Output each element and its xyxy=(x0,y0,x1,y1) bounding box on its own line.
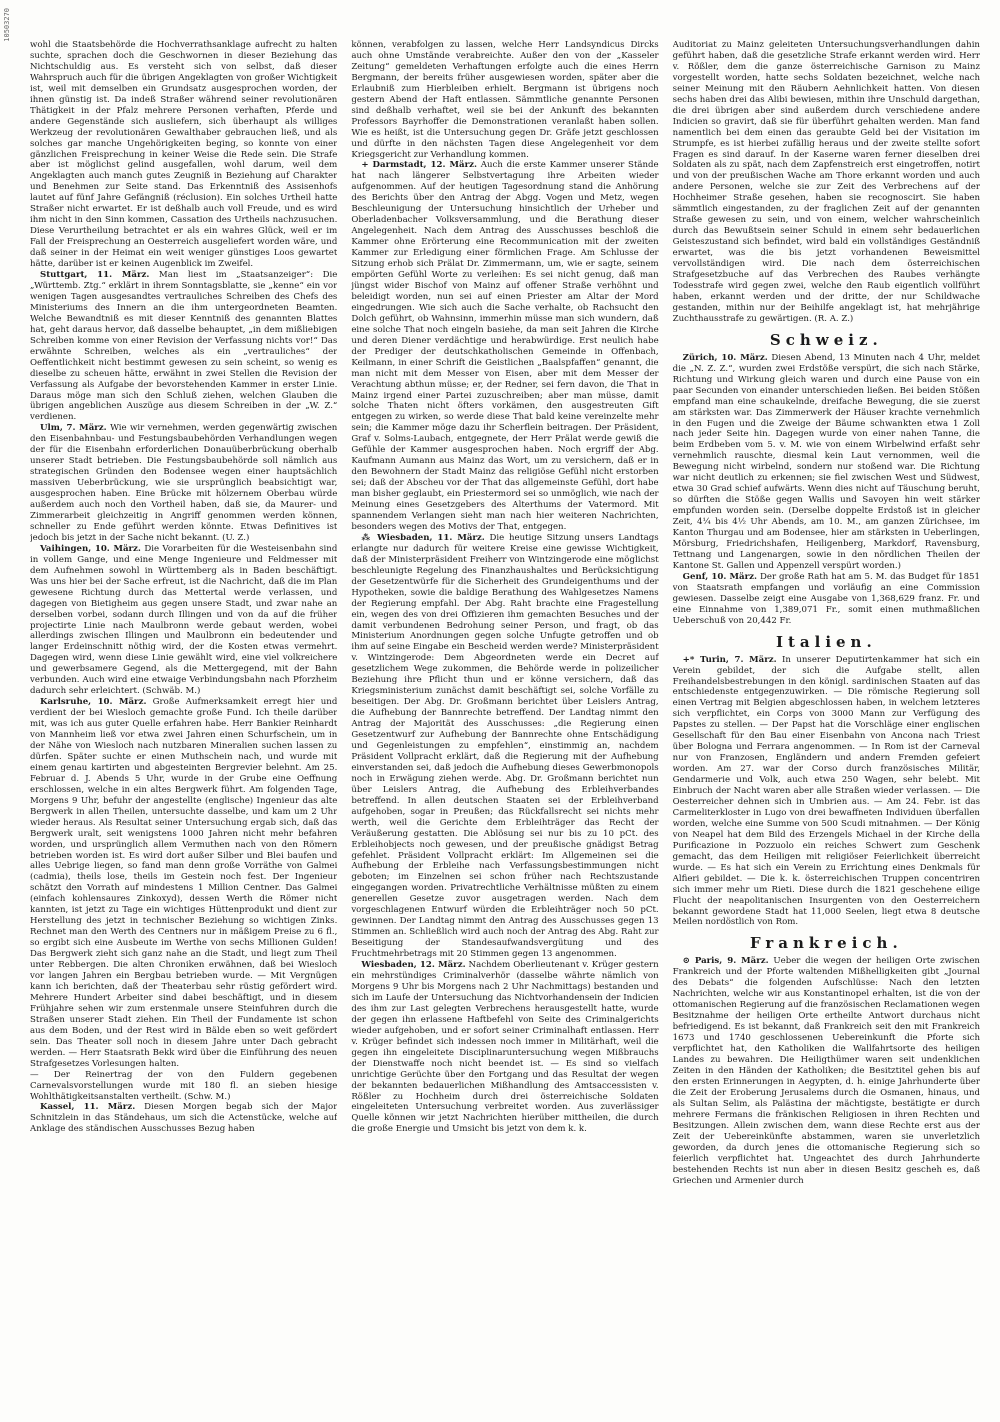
paragraph-text: Diesen Morgen begab sich der Major Schnitzlein in das Ständehaus, um sich die Actenstücke, welche auf Anklage des ständischen Ausschusses Bezug haben xyxy=(30,1102,338,1135)
article-paragraph xyxy=(30,1070,337,1103)
article-paragraph xyxy=(673,956,980,1186)
text-columns xyxy=(30,40,980,1402)
dateline: ⊙ Paris, 9. März. xyxy=(682,956,769,967)
dateline: Vaihingen, 10. März. xyxy=(40,543,141,554)
article-paragraph xyxy=(30,544,337,697)
dateline: +* Turin, 7. März. xyxy=(682,654,777,665)
article-paragraph xyxy=(673,40,980,325)
dateline: ⁂ Wiesbaden, 11. März. xyxy=(361,532,485,543)
paragraph-text: Wie wir vernehmen, werden gegenwärtig zwischen den Eisenbahnbau- und Festungsbaubehörden Verhandlungen wegen der für die Eisenbahn erforderlichen Donauüberbrückung oberhalb unserer Stadt betrieben. Die Festungsbaubehörde soll nämlich aus strategischen Gründen den Bodensee wegen einer hauptsächlich massiven Ueberbrückung, wie sie ursprünglich beabsichtigt war, ausgesprochen haben. Eine Brücke mit hölzernem Oberbau würde außerdem auch noch den Vortheil haben, daß sie, da Maurer- und Zimmerarbeit gleichzeitig in Angriff genommen werden können, schneller zu Ende geführt werden könnte. Etwas Definitives ist jedoch bis jetzt in der Sache nicht bekannt. (U. Z.) xyxy=(30,423,338,543)
paragraph-text: Der große Rath hat am 5. M. das Budget für 1851 von Staatsrath empfangen und vorläufig an eine Commission gewiesen. Dasselbe zeigt eine Ausgabe von 1,368,629 franz. Fr. und eine Einnahme von 1,389,071 Fr., somit einen muthmaßlichen Ueberschuß von 20,442 Fr. xyxy=(672,571,980,626)
paragraph-text: Diesen Abend, 13 Minuten nach 4 Uhr, meldet die „N. Z. Z.“, wurden zwei Erdstöße verspürt, die sich nach Stärke, Richtung und Wirkung gleich waren und durch eine Pause von ein paar Secunden von einander unterschieden ließen. Bei beiden Stößen empfand man eine schaukelnde, dreifache Bewegung, die sie zuerst am stärksten war. Das Zimmerwerk der Häuser krachte vernehmlich in den Fugen und die Zweige der Bäume schwankten etwa 1 Zoll nach jeder Seite hin. Dagegen wurde von einer nahen Tanne, die beim Erdbeben vom 5. v. M. wie von einem Wirbelwind erfaßt sehr vernehmlich rauschte, diesmal kein Laut vernommen, weil die Bewegung nicht wirbelnd, sondern nur stoßend war. Die Richtung war nicht deutlich zu erkennen; sie fiel zwischen West und Südwest, etwa 30 Grad schief aufwärts. Wenn dies nicht auf Täuschung beruht, so dürften die Stöße gegen Wallis und Savoyen hin weit stärker empfunden worden sein. (Derselbe doppelte Erdstoß ist in gleicher Zeit, 4¼ bis 4½ Uhr Abends, am 10. M., am ganzen Zürichsee, im Kanton Thurgau und am Bodensee, hier am stärksten in Ueberlingen, Mörsburg, Friedrichshafen, Heiligenberg, Markdorf, Ravensburg, Tettnang und Langenargen, sowie in den nördlichen Theilen der Kantone St. Gallen und Appenzell verspürt worden.) xyxy=(672,352,980,571)
article-paragraph xyxy=(351,533,658,960)
paragraph-text: In unserer Deputirtenkammer hat sich ein Verein gebildet, der sich die Aufgabe stellt, allen Freihandelsbestrebungen in den königl. sardinischen Staaten auf das entschiedenste entgegenzuwirken. — Die römische Regierung soll einen Vertrag mit Belgien abgeschlossen haben, in welchem letzteres sich verpflichtet, ein Corps von 3000 Mann zur Verfügung des Papstes zu stellen. — Der Papst hat die Vorschläge einer englischen Gesellschaft für den Bau einer Eisenbahn von Ancona nach Triest über Bologna und Ferrara angenommen. — In Rom ist der Carneval nur von Franzosen, Engländern und andern Fremden gefeiert worden. Am 27. war der Corso durch französisches Militär, Gendarmerie und Volk, auch etwa 250 Wagen, sehr belebt. Mit Einbruch der Nacht waren aber alle Straßen wieder verlassen. — Die Oesterreicher dehnen sich in Umbrien aus. — Am 24. Febr. ist das Carmeliterkloster in Lugo von drei bewaffneten Individuen überfallen worden, welche eine Summe von 500 Scudi mitnahmen. — Der König von Neapel hat dem Bild des Erzengels Michael in der Kirche della Purificazione in Pozzuolo ein reiches Schwert zum Geschenk gemacht, das dem Heiligen mit religiöser Feierlichkeit überreicht wurde. — Es hat sich ein Verein zu Errichtung eines Denkmals für Alfieri gebildet. — Die k. k. österreichischen Truppen concentriren sich immer mehr um Rieti. Diese durch die 1821 geschehene eilige Flucht der neapolitanischen Insurgenten von den Oesterreichern bekannt gewordene Stadt hat 11,000 Seelen, liegt etwa 8 deutsche Meilen nordöstlich von Rom. xyxy=(672,654,980,928)
article-paragraph xyxy=(673,655,980,929)
column-3 xyxy=(673,40,980,1402)
dateline: Zürich, 10. März. xyxy=(682,352,768,363)
paragraph-text: — Der Reinertrag der von den Fuldern gegebenen Carnevalsvorstellungen wurde mit 180 fl. an sieben hiesige Wohlthätigkeitsanstalten vertheilt. (Schw. M.) xyxy=(30,1069,338,1102)
article-paragraph xyxy=(351,40,658,160)
article-paragraph xyxy=(673,353,980,572)
paragraph-text: Große Aufmerksamkeit erregt hier und verdient der bei Wiesloch gemachte große Fund. Ich theile darüber mit, was ich aus guter Quelle erfahren habe. Herr Bankier Reinhardt von Mannheim ließ vor etwa zwei Jahren einen Schurfschein, um in der Nähe von Wiesloch nach nutzbaren Mineralien suchen lassen zu dürfen. Später suchte er einen Muthschein nach, und wurde mit einem genau kartirten und abgesteinten Bergrevier belehnt. Am 25. Februar d. J. Abends 5 Uhr, wurde in der Grube eine Oeffnung erschlossen, welche in ein altes Bergwerk führt. Am folgenden Tage, Morgens 9 Uhr, befuhr der angestellte (englische) Ingenieur das alte Bergwerk in allen Theilen, untersuchte dasselbe, und kam um 2 Uhr wieder heraus. Als Resultat seiner Untersuchung ergab sich, daß das Bergwerk uralt, seit wenigstens 1000 Jahren nicht mehr befahren worden, und ursprünglich allem Vermuthen nach von den Römern betrieben worden ist. Es wird dort außer Silber und Blei baufen und alles Uebrige liegen, so fand man denn große Vorräthe von Galmei (cadmia), theils lose, theils im Gestein noch fest. Der Ingenieur schätzt den Vorrath auf mindestens 1 Million Centner. Das Galmei (einfach kohlensaures Zinkoxyd), dessen Werth die Römer nicht kannten, ist jetzt zu Tage ein wichtiges Hüttenprodukt und dient zur Herstellung des jetzt in technischer Beziehung so wichtigen Zinks. Rechnet man den Werth des Centners nur in mäßigem Preise zu 6 fl., so ergibt sich eine Ausbeute im Werthe von sechs Millionen Gulden! Das Bergwerk zieht sich ganz nahe an die Stadt, und liegt zum Theil unter Rebbergen. Die alten Chroniken erwähnen, daß bei Wiesloch vor langen Jahren ein Bergbau betrieben wurde. — Mit Vergnügen kann ich berichten, daß der Theaterbau sehr rüstig gefördert wird. Mehrere Hundert Arbeiter sind dabei beschäftigt, und in diesem Frühjahre sehen wir zum erstenmale unsere Steinfuhren durch die Straßen unserer Stadt ziehen. Ein Theil der Fundamente ist schon aus dem Boden, und der Rest wird in Bälde eben so weit gefördert sein. Das Theater soll noch in diesem Jahre unter Dach gebracht werden. — Herr Staatsrath Bekk wird über die Einführung des neuen Strafgesetzes Vorlesungen halten. xyxy=(30,697,338,1069)
dateline: Kassel, 11. März. xyxy=(40,1102,136,1113)
paragraph-text: Ueber die wegen der heiligen Orte zwischen Frankreich und der Pforte waltenden Mißhelligkeiten gibt „Journal des Debats“ die folgenden Aufschlüsse: Nach den letzten Nachrichten, welche wir aus Konstantinopel erhalten, ist die von der ottomanischen Regierung auf die französischen Reclamationen wegen Besitznahme der heiligen Orte ertheilte Antwort durchaus nicht befriedigend. Es ist bekannt, daß Frankreich seit den mit Frankreich 1673 und 1740 geschlossenen Uebereinkunft die Pforte sich verpflichtet hat, den Katholiken die Wallfahrtsorte des heiligen Landes zu bewahren. Die Heiligthümer waren seit undenklichen Zeiten in den Händen der Katholiken; die Besitztitel gehen bis auf den ersten Erinnerungen in Aegypten, d. h. einige Jahrhunderte über die Zeit der Eroberung Jerusalems durch die Osmanen, hinaus, und als Sultan Selim, als Palästina der mächtigste, bestätigte er durch mehrere Fermans die fränkischen Religiosen in ihren Rechten und Besitzungen. Allein zwischen dem, wann diese Rechte erst aus der Zeit der Uebereinkünfte abstammen, waren sie unverletzlich geworden, da durch jenes die ottomanische Regierung sich so feierlich verpflichtet hat. Ungeachtet des durch Jahrhunderte bestehenden Rechts ist nun aber in diesen Besitz gescheh es, daß Griechen und Armenier durch xyxy=(672,956,980,1186)
column-2 xyxy=(351,40,658,1402)
section-heading: Schweiz. xyxy=(769,330,883,349)
dateline: Ulm, 7. März. xyxy=(40,423,107,434)
paragraph-text: Die heutige Sitzung unsers Landtags erlangte nur dadurch für weitere Kreise eine gewisse Wichtigkeit, daß der Ministerpräsident Freiherr von Wintzingerode eine möglichst beschleunigte Regelung des Finanzhaushaltes und Berücksichtigung der Gesetzentwürfe für die Sicherheit des Grundeigenthums und der Hypotheken, sowie die baldige Berathung des Wahlgesetzes Namens der Regierung empfahl. Der Abg. Raht brachte eine Fragestellung ein, wegen des von drei Offizieren ihm gemachten Besuches und der damit verbundenen Bedrohung seiner Person, und fragt, ob das Ministerium Anordnungen gegen solche Unfugte getroffen und ob ihm auf seine Eingabe ein Bescheid werden werde? Ministerpräsident v. Wintzingerode: Dem Abgeordneten werde ein Decret auf gesetzlichem Wege zukommen, die Behörde werde in polizeilicher Beziehung ihre Pflicht thun und er könne versichern, daß das Kriegsministerium zunächst damit beschäftigt sei, solche Vorfälle zu beseitigen. Der Abg. Dr. Großmann berichtet über Leislers Antrag, die Aufhebung der Bannrechte betreffend. Der Landtag nimmt den Antrag der Majorität des Ausschusses: „die Regierung einen Gesetzentwurf zur Aufhebung der Bannrechte ohne Entschädigung und Gegenleistungen zu empfehlen“, einstimmig an, nachdem Präsident Vollpracht erklärt, daß die Regierung mit der Aufhebung einverstanden sei, daß jedoch die Aufhebung dieses Gewerbmonopols noch in Erwägung ziehen werde. Abg. Dr. Großmann berichtet nun über Leislers Antrag, die Aufhebung des Erbleihverbandes betreffend. In allen deutschen Staaten sei der Erbleihverband aufgehoben, sogar in Preußen; das Rückfallsrecht sei nichts mehr werth, weil die Gerichte dem Erbleihträger das Recht der Veräußerung gestatten. Die Ablösung sei nur bis zu 10 pCt. des Erbleihobjects noch gewesen, und der preußische gnädigst Betrag gefehlet. Präsident Vollpracht erklärt: Im Allgemeinen sei die Aufhebung der Erbleihe nach Verfassungsbestimmungen nicht geboten; im Einzelnen sei schon früher nach Rechtszustande eingegangen worden. Privatrechtliche Verhältnisse müßten zu einem generellen Gesetze zuvor ausgetragen werden. Nach dem vorgeschlagenen Entwurf würden die Erbleihträger noch 50 pCt. gewinnen. Der Landtag nimmt den Antrag des Ausschusses gegen 13 Stimmen an. Schließlich wird auch noch der Antrag des Abg. Raht zur Beseitigung der Standesaufwandsvergütung und des Fruchtmehrbetrags mit 20 Stimmen gegen 13 angenommen. xyxy=(351,532,659,960)
dateline: Stuttgart, 11. März. xyxy=(40,270,150,281)
article-paragraph xyxy=(30,1102,337,1135)
section-heading: Italien. xyxy=(775,632,877,651)
paragraph-text: können, verabfolgen zu lassen, welche Herr Landsyndicus Dircks auch ohne Umstände verabreichte. Außer den von der „Kasseler Zeitung“ gemeldeten Verhaftungen erfolgte auch die eines Herrn Bergmann, der bereits früher ausgewiesen worden, später aber die Erlaubniß zum Hierbleiben erhielt. Bergmann ist übrigens noch gestern Abend der Haft entlassen. Sämmtliche genannte Personen sind deßhalb verhaftet, weil sie bei der Ankunft des bekannten Professors Bayrhoffer die Demonstrationen veranlaßt haben sollen. Wie es heißt, ist die Untersuchung gegen Dr. Gräfe jetzt geschlossen und dürfte in den nächsten Tagen diese Angelegenheit vor dem Kriegsgericht zur Verhandlung kommen. xyxy=(351,40,659,160)
section-heading: Frankreich. xyxy=(749,934,903,953)
dateline: Karlsruhe, 10. März. xyxy=(40,697,147,708)
article-paragraph xyxy=(30,697,337,1069)
page-id-stamp: 10503270 xyxy=(3,8,11,42)
article-paragraph xyxy=(351,960,658,1135)
paragraph-text: Auditoriat zu Mainz geleiteten Untersuchungsverhandlungen dahin geführt haben, daß die gesetzliche Strafe erkannt werden wird. Herr v. Rößler, dem die ganze österreichische Garnison zu Mainz vorgestellt worden, hatte sechs Soldaten bezeichnet, welche nach seiner Meinung mit den Räubern Aehnlichkeit hatten. Von diesen sechs haben drei das Alibi bewiesen, mithin ihre Unschuld dargethan, die drei übrigen aber sind außerdem durch verschiedene andere Indicien so gravirt, daß sie für überführt gehalten werden. Man fand namentlich bei dem einen das geraubte Geld bei der Visitation im Strumpfe, es ist hierbei zufällig heraus und der zweite stellte sofort Fragen es sind darauf. In der Kaserne waren ferner dieselben drei Soldaten als zu spät, nach dem Zapfenstreich erst eingetroffen, notirt und von der preußischen Wache am Thore erkannt worden und auch andere Personen, welche sie zur Zeit des Verbrechens auf der Hochheimer Straße gesehen, haben sie recognoscirt. Sie haben sämmtlich eingestanden, zu der fraglichen Zeit auf der genannten Straße gewesen zu sein, und von einem, welcher wahrscheinlich durch das Bewußtsein seiner Schuld in einem sehr bedauerlichen Geisteszustand sich befindet, wird bald ein vollständiges Geständniß erwartet, was die bis jetzt vorhandenen Beweismittel vervollständigen wird. Die nach dem österreichischen Strafgesetzbuche auf das Verbrechen des Raubes verhängte Todesstrafe wird gegen zwei, welche den Raub eigentlich vollführt haben, erkannt werden und der dritte, der nur Schildwache gestanden, mithin nur der Beihilfe angeklagt ist, hat mehrjährige Zuchthausstrafe zu gewärtigen. (R. A. Z.) xyxy=(672,40,980,324)
paragraph-text: Die Vorarbeiten für die Westeisenbahn sind in vollem Gange, und eine Menge Ingenieure und Feldmesser mit dem Aufnehmen sowohl in Württemberg als in Baden beschäftigt. Was uns hier bei der Sache erfreut, ist die Nachricht, daß die im Plan gewesene Richtung durch das Mettertal werde verlassen, und dagegen von Bietigheim aus gegen unsere Stadt, und zwar nahe an derselben vorbei, sodann durch Illingen und von da auf die früher projectirte Linie nach Maulbronn werde gebaut werden, wobei allerdings zwischen Illingen und Maulbronn ein bedeutender und langer Erdeinschnitt nöthig wird, der die Kosten etwas vermehrt. Dagegen wird, wenn diese Linie gewählt wird, eine viel volkreichere und gewerbsamere Gegend, als die Mettergegend, mit der Bahn verbunden. Auch wird eine etwaige Verbindungsbahn nach Pforzheim dadurch sehr erleichtert. (Schwäb. M.) xyxy=(30,543,338,697)
column-1 xyxy=(30,40,337,1402)
dateline: Wiesbaden, 12. März. xyxy=(361,960,466,971)
paragraph-text: Nachdem Oberlieutenant v. Krüger gestern ein mehrstündiges Criminalverhör (dasselbe währte nämlich von Morgens 9 Uhr bis Morgens nach 2 Uhr Nachmittags) bestanden und sich im Laufe der Untersuchung das Nichtvorhandensein der Indicien des ihm zur Last gelegten Verbrechens herausgestellt hatte, wurde der gegen ihn erlassene Haftbefehl von Seite des Criminalgerichts wieder aufgehoben, und er sofort seiner Criminalhaft entlassen. Herr v. Krüger befindet sich indessen noch immer in Militärhaft, weil die gegen ihn eingeleitete Disciplinaruntersuchung wegen Mißbrauchs der Dienstwaffe noch nicht beendet ist. — Es sind so vielfach unrichtige Gerüchte über den Fortgang und das Resultat der wegen der bekannten bedauerlichen Mißhandlung des Amtsaccessisten v. Rößler zu Hochheim durch drei österreichische Soldaten eingeleiteten Untersuchung verbreitet worden. Aus zuverlässiger Quelle können wir jetzt Nachrichten hierüber mittheilen, die durch die große Energie und Umsicht bis jetzt von dem k. k. xyxy=(351,960,659,1135)
article-paragraph xyxy=(351,160,658,532)
paragraph-text: Man liest im „Staatsanzeiger“: Die „Württemb. Ztg.“ erklärt in ihrem Sonntagsblatte, sie „kenne“ ein vor wenigen Tagen ausgesandtes vertrauliches Schreiben des Chefs des Ministeriums des Innern an die ihm untergeordneten Beamten. Welche Bewandtniß es mit dieser Kenntniß des genannten Blattes hat, geht daraus hervor, daß dasselbe behauptet, „in dem mißliebigen Schreiben komme von einer Revision der Verfassung nichts vor!“ Das erwähnte Schreiben, welches als ein „vertrauliches“ der Oeffentlichkeit nicht bestimmt gewesen zu sein scheint, so wenig es dieselbe zu scheuen hätte, erwähnt in zwei Stellen die Revision der Verfassung als Aufgabe der bevorstehenden Kammer in erster Linie. Daraus möge man sich den Schluß ziehen, welchen Glauben die übrigen angeblichen Auszüge aus diesem Schreiben in der „W. Z.“ verdienen. xyxy=(30,270,338,423)
article-paragraph xyxy=(30,270,337,423)
paragraph-text: Auch die erste Kammer unserer Stände hat nach längerer Selbstvertagung ihre Arbeiten wieder aufgenommen. Auf der heutigen Tagesordnung stand die Anhörung des Berichts über den Antrag der Abgg. Vogen und Metz, wegen Beschleunigung der Untersuchung hinsichtlich der Urheber und Oberladenbacher Volksversammlung, und die Berathung dieser Angelegenheit. Nach dem Antrag des Ausschusses beschloß die Kammer ohne Erörterung eine Recommunication mit der zweiten Kammer zur Erledigung einer förmlichen Frage. Am Schlusse der Sitzung erhob sich Prälat Dr. Zimmermann, um, wie er sagte, seinem empörten Gefühl Worte zu verleihen: Es sei nicht genug, daß man jüngst wider Bischof von Mainz auf offener Straße verhöhnt und beleidigt worden, nun sei auf einen Priester am Altar der Mord eingedrungen. Wie sich auch die Sache verhalte, ob Rachsucht den Dolch geführt, ob Wahnsinn, immerhin müsse man sich wundern, daß eine solche That noch eingeln basiehe, da man seit Jahren die Kirche und deren Diener verdächtige und herabwürdige. Erst neulich habe der Prediger der deutschkatholischen Gemeinde in Offenbach, Keilmann, in einer Schrift die Geistlichen „Baalspfaffen“ genannt, die man nicht mit dem Messer von Eisen, aber mit dem Messer der Verachtung abthun müsse; er, der Redner, sei fern davon, die That in Mainz irgend einer Partei zuzuschreiben; aber man müsse, damit solche Thaten nicht öfters vorkämen, den ausgestreuten Gift entgegen zu wirken, so werde diese That bald keine vereinzelte mehr sein; die Kammer möge dazu ihr Scherflein beitragen. Der Präsident, Graf v. Solms-Laubach, entgegnete, der Herr Prälat werde gewiß die Gefühle der Kammer ausgesprochen haben. Noch ergriff der Abg. Kaufmann Aumann aus Mainz das Wort, um zu versichern, daß er in den Bewohnern der Stadt Mainz das religiöse Gefühl nicht erstorben sei; daß der Abscheu vor der That das allgemeinste Gefühl, dort habe man bisher geglaubt, ein Priestermord sei so unmöglich, wie nach der Meinung eines Gesetzgebers des Alterthums der Vatermord. Mit spannendem Verlangen sieht man nach hier weiteren Nachrichten, besonders wegen des Motivs der That, entgegen. xyxy=(351,160,659,532)
dateline: Genf, 10. März. xyxy=(682,571,758,582)
paragraph-text: wohl die Staatsbehörde die Hochverrathsanklage aufrecht zu halten suchte, sprachen doch die Geschwornen in dieser Beziehung das Nichtschuldig aus. Es versteht sich von selbst, daß dieser Wahrspruch auch für die übrigen Angeklagten von großer Wichtigkeit ist, weil mit demselben ein Grundsatz ausgesprochen worden, der ihnen günstig ist. Da indeß Straßer während seiner revolutionären Thätigkeit in der Pfalz mehrere Personen verhaften, Pferde und andere Gegenstände sich ausliefern, sich überhaupt als williges Werkzeug der revolutionären Gewalthaber gebrauchen ließ, und als solches gar manche Ungehörigkeiten beging, so konnte von einer gänzlichen Freisprechung in keiner Weise die Rede sein. Die Strafe aber ist möglichst gelind ausgefallen, wohl darum, weil dem Angeklagten auch manch gutes Zeugniß in Beziehung auf Charakter und Benehmen zur Seite stand. Das Erkenntniß des Assisenhofs lautet auf fünf Jahre Gefängniß (réclusion). Ein solches Urtheil hatte Straßer nicht erwartet. Er ist deßhalb auch voll Freude, und es wird ihm nicht in den Sinn kommen, Cassation des Urtheils nachzusuchen. Diese Verurtheilung betrachtet er als ein wahres Glück, weil er im Fall der Freisprechung an Oesterreich ausgeliefert worden wäre, und daß seiner in der Heimat ein weit weniger günstiges Loos gewartet hätte, darüber ist er keinen Augenblick im Zweifel. xyxy=(30,40,338,270)
dateline: + Darmstadt, 12. März. xyxy=(361,160,478,171)
article-paragraph xyxy=(30,40,337,270)
article-paragraph xyxy=(673,572,980,627)
article-paragraph xyxy=(30,423,337,543)
